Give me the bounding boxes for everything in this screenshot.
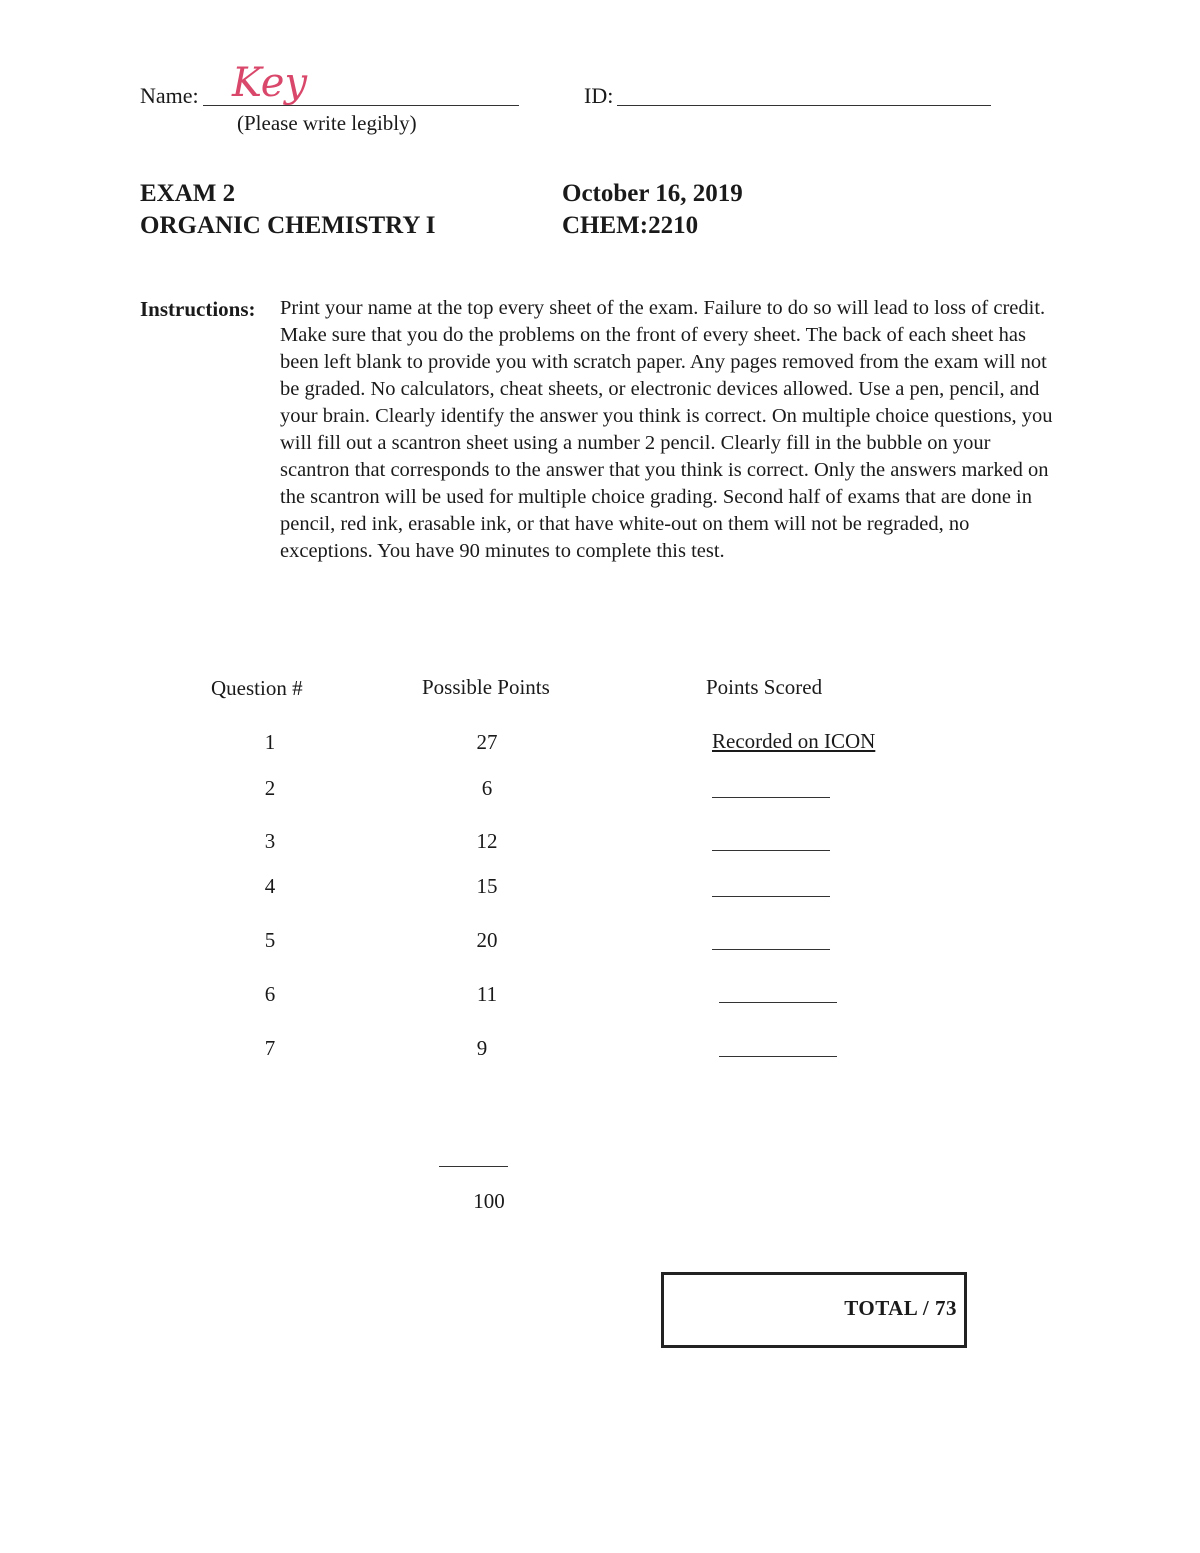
- question-number: 2: [264, 776, 276, 800]
- question-number: 6: [264, 982, 276, 1006]
- question-number: 1: [264, 730, 276, 754]
- points-scored-blank: [719, 1056, 837, 1057]
- name-hint: (Please write legibly): [237, 111, 417, 135]
- instructions-label: Instructions:: [140, 297, 256, 321]
- course-title: ORGANIC CHEMISTRY I: [140, 212, 436, 239]
- handwritten-name: Key: [232, 60, 308, 106]
- course-code: CHEM:2210: [562, 212, 699, 239]
- total-label: TOTAL / 73: [844, 1296, 957, 1320]
- total-box: [661, 1272, 967, 1348]
- possible-points: 20: [476, 928, 498, 952]
- points-scored: Recorded on ICON: [712, 729, 876, 753]
- question-number: 3: [264, 829, 276, 853]
- possible-points: 11: [476, 982, 498, 1006]
- points-scored-blank: [712, 896, 830, 897]
- question-number: 4: [264, 874, 276, 898]
- points-scored-blank: [712, 797, 830, 798]
- possible-points: 12: [476, 829, 498, 853]
- header-question: Question #: [211, 676, 303, 700]
- points-scored-blank: [712, 949, 830, 950]
- possible-points: 6: [481, 776, 493, 800]
- possible-points: 27: [476, 730, 498, 754]
- possible-points-total: 100: [473, 1189, 505, 1213]
- name-label: Name:: [140, 83, 199, 108]
- id-line: [617, 105, 991, 106]
- possible-points: 9: [476, 1036, 488, 1060]
- id-label: ID:: [584, 83, 614, 108]
- header-points-scored: Points Scored: [706, 675, 823, 699]
- points-scored-blank: [712, 850, 830, 851]
- question-number: 5: [264, 928, 276, 952]
- exam-title: EXAM 2: [140, 180, 236, 207]
- header-possible-points: Possible Points: [422, 675, 550, 699]
- sum-line: [439, 1166, 508, 1167]
- points-scored-blank: [719, 1002, 837, 1003]
- exam-date: October 16, 2019: [562, 180, 743, 207]
- instructions-text: Print your name at the top every sheet of the exam. Failure to do so will lead to loss of credit. Make sure that you do the problems on the front of every sheet. The back of each sheet has been left blank to provide you with scratch paper. Any pages removed from the exam will not be graded. No calculators, cheat sheets, or electronic devices allowed. Use a pen, pencil, and your brain. Clearly identify the answer you think is correct. On multiple choice questions, you will fill out a scantron sheet using a number 2 pencil. Clearly fill in the bubble on your scantron that corresponds to the answer that you think is correct. Only the answers marked on the scantron will be used for multiple choice grading. Second half of exams that are done in pencil, red ink, erasable ink, or that have white-out on them will not be regraded, no exceptions. You have 90 minutes to complete this test.: [280, 297, 1053, 562]
- possible-points: 15: [476, 874, 498, 898]
- question-number: 7: [264, 1036, 276, 1060]
